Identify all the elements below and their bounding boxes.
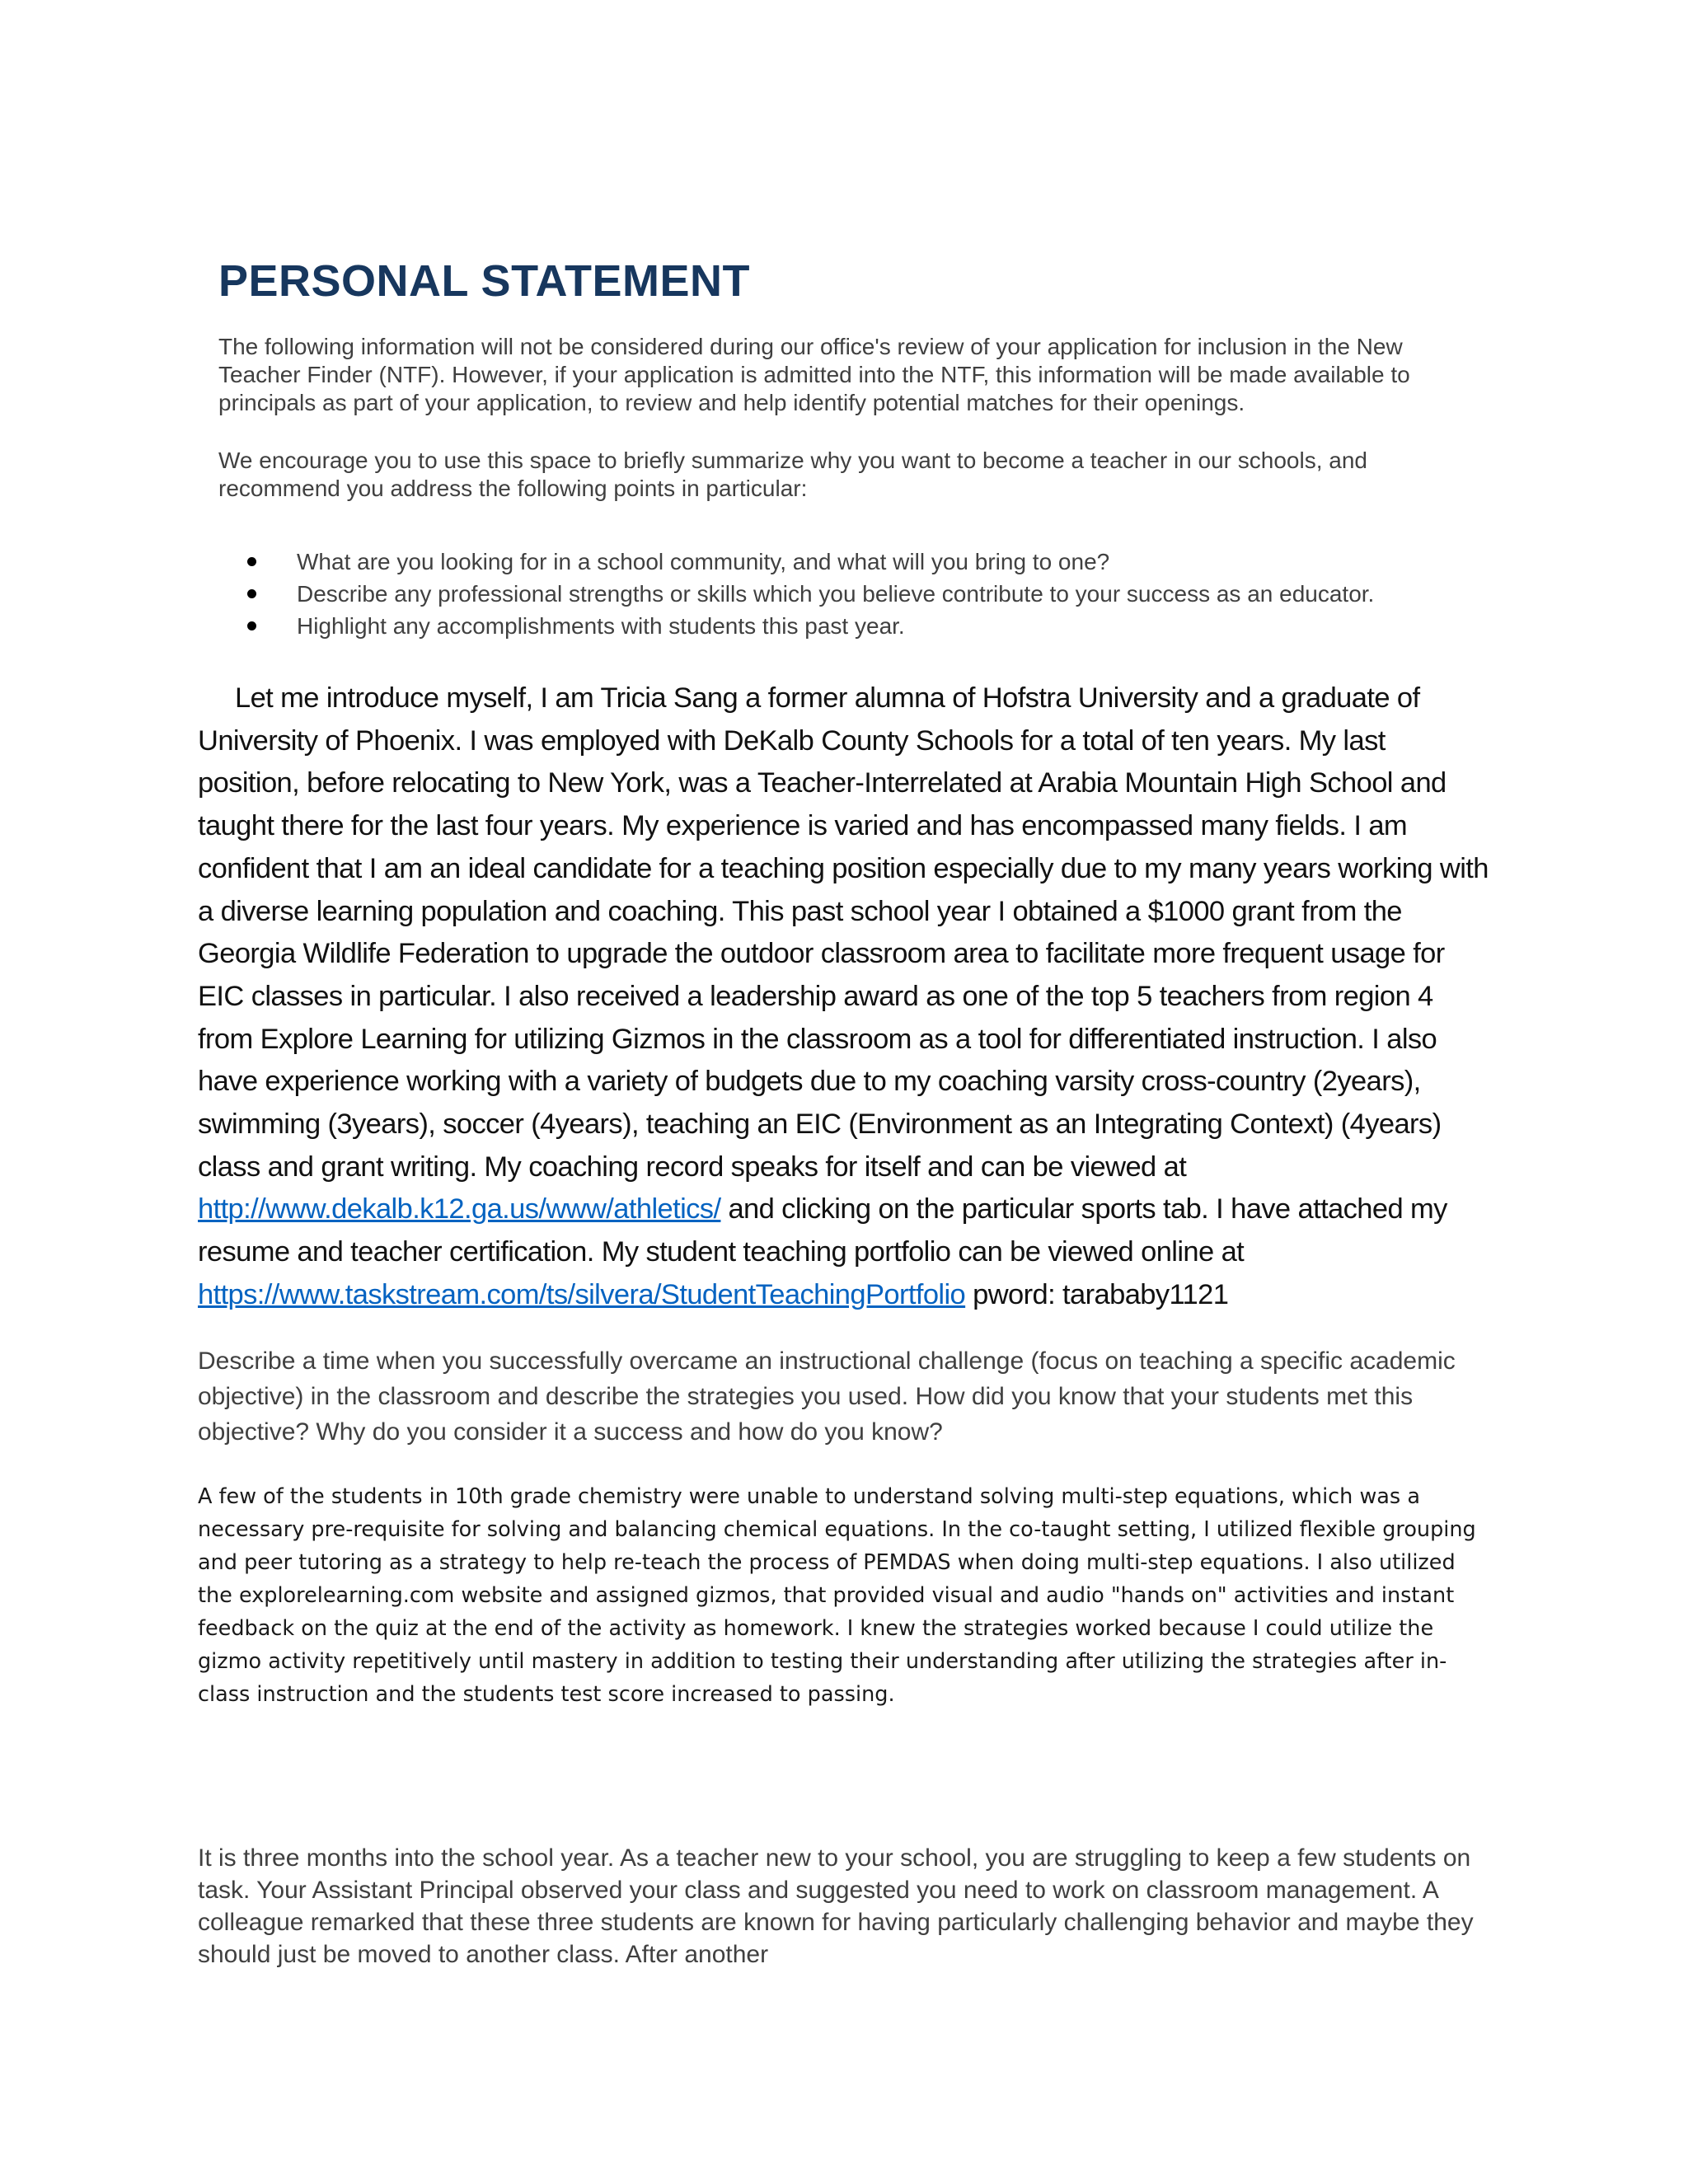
- list-item: [247, 578, 1500, 610]
- bullet-icon: [247, 589, 256, 598]
- bullet-icon: [247, 621, 256, 630]
- bullet-text: What are you looking for in a school community, and what will you bring to one?: [297, 549, 1110, 574]
- prompt-bullet-list: [247, 546, 1500, 642]
- list-item: [247, 610, 1500, 642]
- bullet-text: Describe any professional strengths or skills which you believe contribute to your success as an educator.: [297, 581, 1375, 607]
- instructional-challenge-answer: A few of the students in 10th grade chemistry were unable to understand solving multi-step equations, which was a necessary pre-requisite for solving and balancing chemical equations. In the co-taught setting, I utilized flexible grouping and peer tutoring as a strategy to help re-teach the process of PEMDAS when doing multi-step equations. I also utilized the explorelearning.com website and assigned gizmos, that provided visual and audio "hands on" activities and instant feedback on the quiz at the end of the activity as homework. I knew the strategies worked because I could utilize the gizmo activity repetitively until mastery in addition to testing their understanding after utilizing the strategies after in-class instruction and the students test score increased to passing.: [198, 1484, 1476, 1707]
- instructional-challenge-question: Describe a time when you successfully overcame an instructional challenge (focus on teaching a specific academic objective) in the classroom and describe the strategies you used. How did you know that your students met this objective? Why do you consider it a success and how do you know?: [198, 1347, 1456, 1446]
- portfolio-link[interactable]: https://www.taskstream.com/ts/silvera/StudentTeachingPortfolio: [198, 1278, 966, 1310]
- athletics-link[interactable]: http://www.dekalb.k12.ga.us/www/athletics/: [198, 1193, 721, 1226]
- personal-statement-answer: [198, 677, 1492, 1317]
- intro-paragraph-disclaimer: The following information will not be considered during our office's review of your application for inclusion in the New Teacher Finder (NTF). However, if your application is admitted into the NTF, this information will be made available to principals as part of your application, to review and help identify potential matches for their openings.: [218, 334, 1410, 415]
- page-title: PERSONAL STATEMENT: [218, 256, 751, 306]
- bullet-icon: [247, 557, 256, 566]
- list-item: [247, 546, 1500, 578]
- answer-text-part-1: Let me introduce myself, I am Tricia Sang a former alumna of Hofstra University and a graduate of University of Phoenix. I was employed with DeKalb County Schools for a total of ten years. My last position, before relocating to New York, was a Teacher-Interrelated at Arabia Mountain High School and taught there for the last four years. My experience is varied and has encompassed many fields. I am confident that I am an ideal candidate for a teaching position especially due to my many years working with a diverse learning population and coaching. This past school year I obtained a $1000 grant from the Georgia Wildlife Federation to upgrade the outdoor classroom area to facilitate more frequent usage for EIC classes in particular. I also received a leadership award as one of the top 5 teachers from region 4 from Explore Learning for utilizing Gizmos in the classroom as a tool for differentiated instruction. I also have experience working with a variety of budgets due to my coaching varsity cross-country (2years), swimming (3years), soccer (4years), teaching an EIC (Environment as an Integrating Context) (4years) class and grant writing. My coaching record speaks for itself and can be viewed at: [198, 682, 1489, 1183]
- bullet-text: Highlight any accomplishments with students this past year.: [297, 613, 905, 639]
- classroom-management-question: It is three months into the school year. As a teacher new to your school, you are struggling to keep a few students on task. Your Assistant Principal observed your class and suggested you need to work on classroom management. A colleague remarked that these three students are known for having particularly challenging behavior and maybe they should just be moved to another class. After another: [198, 1844, 1474, 1968]
- intro-paragraph-instructions: We encourage you to use this space to briefly summarize why you want to become a teacher in our schools, and recommend you address the following points in particular:: [218, 448, 1367, 501]
- answer-text-part-2: and clicking on the particular sports tab. I have attached my resume and teacher certification. My student teaching portfolio can be viewed online at: [198, 1193, 1447, 1268]
- answer-text-part-3: pword: tarababy1121: [965, 1278, 1229, 1310]
